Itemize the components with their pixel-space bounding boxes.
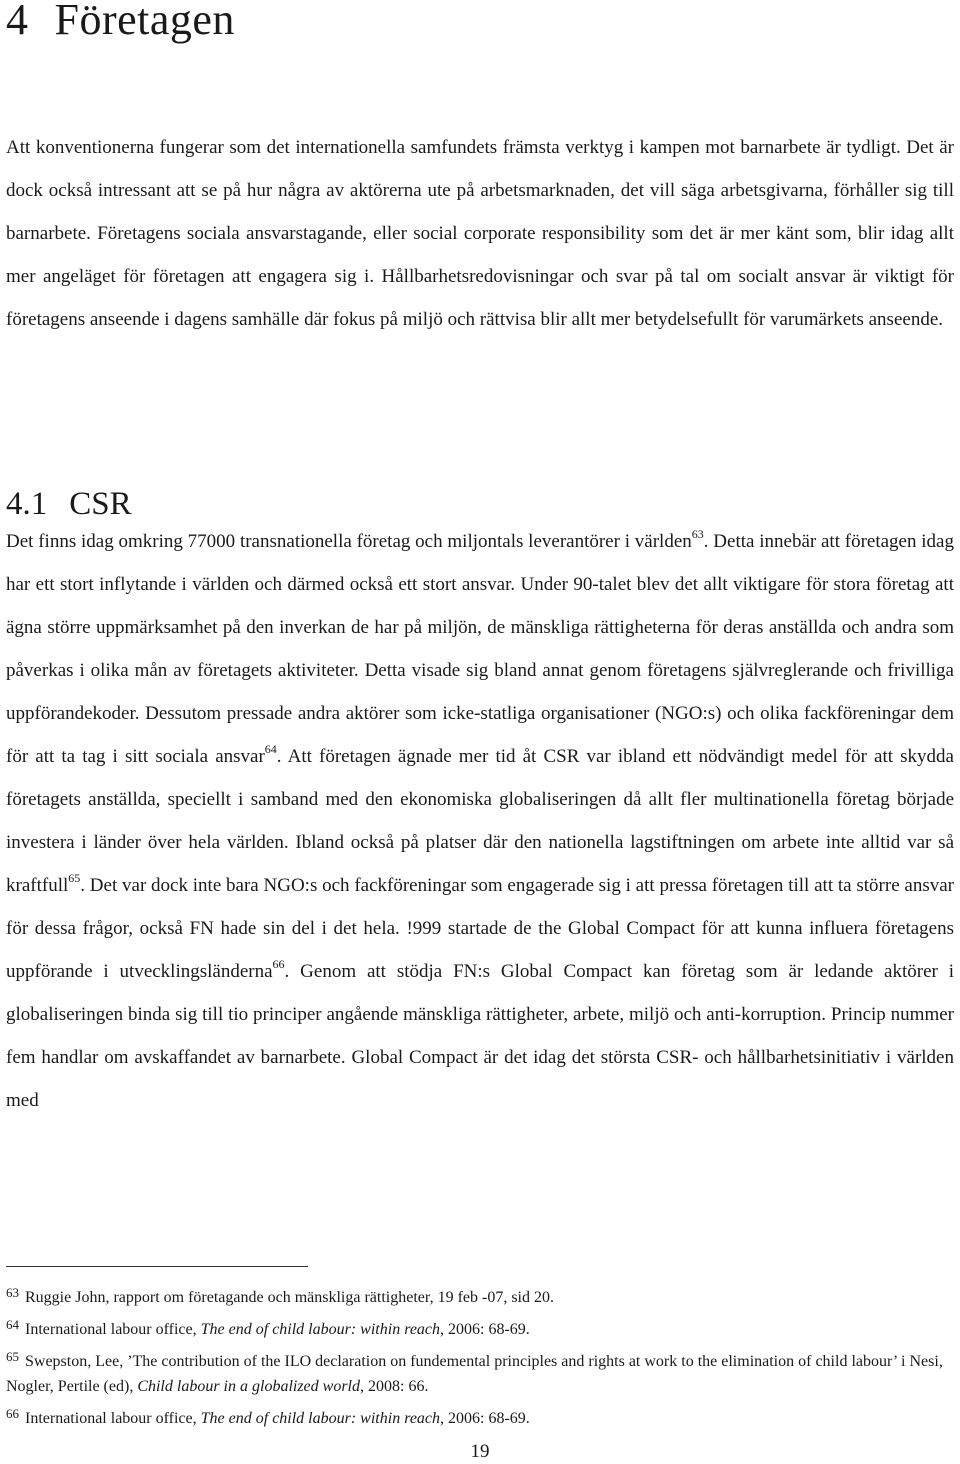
csr-text-3: . Att företagen ägnade mer tid åt CSR var ibland ett nödvändigt medel för att skydda företagets anställda, speciellt i samband med den ekonomiska globaliseringen då allt fler multinationella företag började investera i länder över hela världen. Ibland också på platser där den nationella lagstiftningen om arbete inte alltid var så kraftfull bbox=[6, 746, 954, 896]
footnote-65 bbox=[6, 1349, 954, 1399]
footnote-mark: 66 bbox=[6, 1406, 19, 1421]
footnote-66 bbox=[6, 1406, 954, 1431]
footnote-text: Ruggie John, rapport om företagande och mänskliga rättigheter, 19 feb -07, sid 20. bbox=[25, 1289, 554, 1306]
footnote-text: International labour office, bbox=[25, 1410, 201, 1427]
section-number: 4.1 bbox=[6, 486, 48, 522]
csr-text-4: . Det var dock inte bara NGO:s och fackföreningar som engagerade sig i att pressa företagen till att ta större ansvar för dessa frågor, också FN hade sin del i det hela. !999 startade de the Global Compact för att kunna influera företagens uppförande i utvecklingsländerna bbox=[6, 875, 954, 982]
footnote-mark: 64 bbox=[6, 1317, 19, 1332]
section-title: CSR bbox=[69, 486, 132, 522]
page-number: 19 bbox=[470, 1441, 490, 1462]
csr-text-2: . Detta innebär att företagen idag har ett stort inflytande i världen och därmed också ett stort ansvar. Under 90-talet blev det allt viktigare för stora företag att ägna större uppmärksamhet på den inverkan de har på miljön, de mänskliga rättigheterna för deras anställda och andra som påverkas i olika mån av företagets aktiviteter. Detta visade sig bland annat genom företagens självreglerande och frivilliga uppförandekoder. Dessutom pressade andra aktörer som icke-statliga organisationer (NGO:s) och olika fackföreningar dem för att ta tag i sitt sociala ansvar bbox=[6, 531, 954, 767]
footnote-tail: , 2006: 68-69. bbox=[440, 1321, 530, 1338]
footnote-separator bbox=[6, 1266, 308, 1267]
footnote-text: International labour office, bbox=[25, 1321, 201, 1338]
footnote-ref-64: 64 bbox=[264, 741, 277, 756]
footnote-title: The end of child labour: within reach bbox=[200, 1410, 441, 1427]
csr-text-5: . Genom att stödja FN:s Global Compact kan företag som är ledande aktörer i globaliseringen binda sig till tio principer angående mänskliga rättigheter, arbete, miljö och anti-korruption. Princip nummer fem handlar om avskaffandet av barnarbete. Global Compact är det idag det största CSR- och hållbarhetsinitiativ i världen med bbox=[6, 961, 954, 1111]
footnote-ref-66: 66 bbox=[272, 956, 285, 971]
chapter-heading bbox=[6, 0, 235, 48]
footnote-ref-63: 63 bbox=[691, 526, 704, 541]
footnote-title: Child labour in a globalized world bbox=[137, 1378, 360, 1395]
intro-paragraph: Att konventionerna fungerar som det internationella samfundets främsta verktyg i kampen mot barnarbete är tydligt. Det är dock också intressant att se på hur några av aktörerna ute på arbetsmarknaden, det vill säga arbetsgivarna, förhåller sig till barnarbete. Företagens sociala ansvarstagande, eller social corporate responsibility som det är mer känt som, blir idag allt mer angeläget för företagen att engagera sig i. Hållbarhetsredovisningar och svar på tal om socialt ansvar är viktigt för företagens anseende i dagens samhälle där fokus på miljö och rättvisa blir allt mer betydelsefullt för varumärkets anseende. bbox=[6, 137, 954, 330]
csr-text-1: Det finns idag omkring 77000 transnationella företag och miljontals leverantörer i världen bbox=[6, 531, 692, 552]
footnote-ref-65: 65 bbox=[68, 870, 81, 885]
footnote-text: Swepston, Lee, ’The contribution of the ILO declaration on fundemental principles and rights at work to the elimination of child labour’ i Nesi, Nogler, Pertile (ed), bbox=[6, 1353, 943, 1395]
footnote-tail: , 2008: 66. bbox=[360, 1378, 429, 1395]
csr-paragraph bbox=[6, 520, 954, 1122]
footnote-mark: 65 bbox=[6, 1349, 19, 1364]
chapter-number: 4 bbox=[6, 0, 29, 44]
chapter-title: Företagen bbox=[54, 0, 235, 44]
footnote-mark: 63 bbox=[6, 1285, 19, 1300]
footnote-63 bbox=[6, 1285, 954, 1310]
footnote-title: The end of child labour: within reach bbox=[200, 1321, 441, 1338]
footnote-tail: , 2006: 68-69. bbox=[440, 1410, 530, 1427]
footnote-64 bbox=[6, 1317, 954, 1342]
